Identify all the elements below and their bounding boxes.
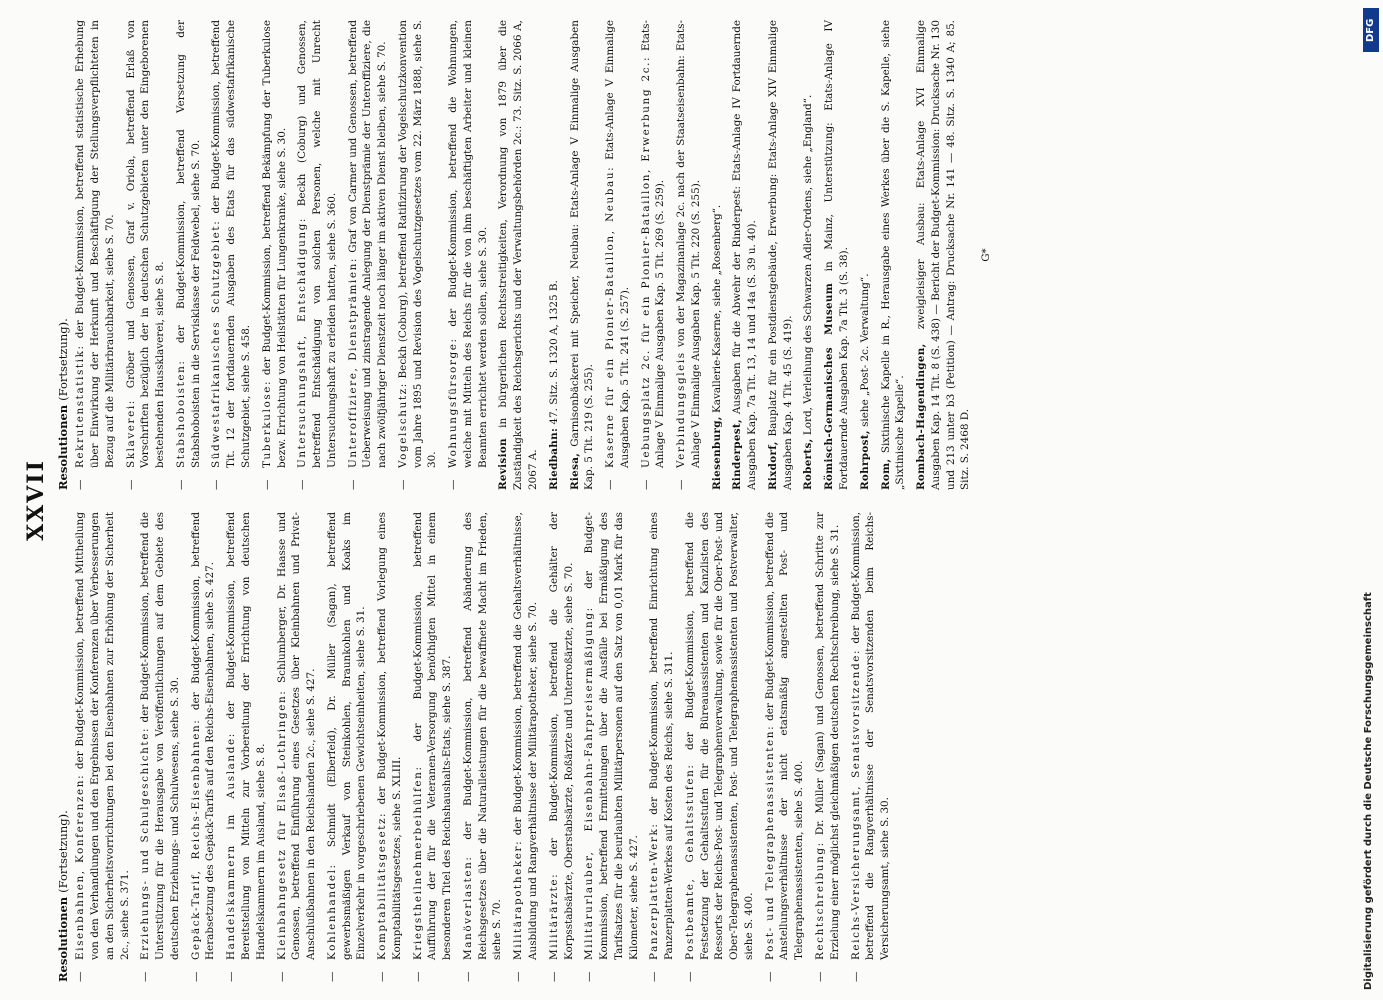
index-entry [511,512,541,982]
heading-title: Resolutionen [56,896,70,982]
entry-text: der Budget-Kommission, betreffend die Anstellungsverhältnisse der nicht etatsmäßig angestellten Post- und Telegraphenassistenten, siehe S. 400. [763,512,806,960]
index-entry [375,512,405,982]
index-entry [461,512,505,982]
entry-keyword: Rixdorf, [766,441,779,490]
entry-keyword: Manöverlasten: [461,855,474,960]
entry-text: der Budget-Kommission, betreffend die Wohnungen, welche mit Mitteln des Reichs für die von ihm beschäftigten Arbeiter und kleinen Beamten errichtet werden sollen, siehe S. 30. [447,20,489,468]
entry-keyword: Kriegstheilnehmerbeihülfen: [411,765,424,960]
entry-keyword: Militärurlauber, Eisenbahn-Fahrpreisermäßigung: [583,606,596,960]
entry-keyword: Militärapotheker: [512,839,525,960]
entry-text: Gröber und Genossen, Graf v. Oriola, betreffend Erlaß von Vorschriften bezüglich der in deutschen Schutzgebieten unter den Eingeborenen bestehenden Haussklaverei, siehe S. 8. [124,20,167,468]
index-entry [124,20,168,490]
index-entry [496,20,540,490]
rotated-text-frame [15,10,1345,990]
index-entry [730,20,760,490]
entry-text: der Budget-Kommission, betreffend Abänderung des Reichsgesetzes über die Naturalleistungen für die bewaffnete Macht im Frieden, siehe S. 70. [461,512,504,960]
entry-keyword: Römisch-Germanisches Museum [823,282,836,490]
entry-keyword: Erziehungs- und Schulgeschichte: [139,726,152,960]
index-entry [325,512,369,982]
entry-keyword: Wohnungsfürsorge: [447,337,460,468]
index-entry [346,20,390,490]
entry-text: der Budget-Kommission, betreffend Einrichtung eines Panzerplatten-Werkes auf Kosten des Reichs, siehe S. 311. [648,512,676,960]
heading-subtitle: (Fortsetzung). [56,810,70,893]
index-entry [683,512,757,982]
entry-keyword: Verbindungsgleis [675,351,688,468]
entry-text: Etats-Anlage V Einmalige Ausgaben Kap. 5 Tit. 269 (S. 259). [639,20,667,468]
entry-keyword: Kaserne für ein Pionier-Bataillon, Neubau: [604,165,617,468]
entry-text: Ausgaben für die Abwehr der Rinderpest: Etats-Anlage IV Fortdauernde Ausgaben Kap. 7a Tit. 13, 14 und 14a (S. 39 u. 40). [731,20,759,490]
index-entry [674,20,704,490]
entry-text: Lord, Verleihung des Schwarzen Adler-Ordens, siehe „England“. [802,94,815,436]
entry-keyword: Riedbahn: [547,427,560,490]
entry-keyword: Rechtschreibung: [814,841,827,960]
entry-keyword: Vogelschutz: [396,382,409,468]
entry-keyword: Revision [497,438,510,490]
index-entry [189,512,219,982]
digitization-credit: Digitalisierung gefördert durch die Deutsche Forschungsgemeinschaft [1363,592,1374,990]
entry-keyword: Rombach-Hagendingen, [915,343,928,490]
entry-keyword: Reichs-Versicherungsamt, Senatsvorsitzende: [849,648,862,960]
index-entry [766,20,796,490]
entry-keyword: Roberts, [802,438,815,490]
entry-keyword: Rom, [879,458,892,490]
index-entry [73,512,132,982]
entry-keyword: Rohrpost, [858,430,871,490]
entry-text: der Budget-Kommission, betreffend Tit. 12 der fortdauernden Ausgaben des Etats für das südwestafrikanische Schutzgebiet, siehe S. 458. [210,19,252,468]
entry-text: Graf von Carmer und Genossen, betreffend Ueberweisung und zinstragende Anlegung der Dienstprämie der Unteroffiziere, die nach zwölfjähriger Dienstzeit noch länger im aktiven Dienst bleiben, siehe S. 70. [346,20,389,468]
entry-text: der Budget-Kommission, betreffend die Gehälter der Korpsstabsärzte, Oberstabsärzte, Roßärzte und Unterroßärzte, siehe S. 70. [547,512,575,960]
entry-text: der Budget-Kommission, betreffend die Festsetzung der Gehaltsstufen für die Büreauassistenten und Kanzlisten des Ressorts der Reichs-Post- und Telegraphenverwaltung, sowie für die Ober-Post- und Ober-Telegraphenassistenten, Post- und Telegraphenassistenten und Postverwalter, siehe S. 400. [683,512,755,960]
entry-text: siehe „Post- 2c. Verwaltung“. [858,273,871,427]
entry-text: Beckh (Coburg) und Genossen, betreffend Entschädigung von solchen Personen, welche mit Unrecht Untersuchungshaft zu erleiden hatten, siehe S. 360. [296,20,338,468]
entry-keyword: Unteroffiziere, Dienstprämien: [346,257,359,468]
left-column [55,512,899,982]
entry-keyword: Rinderpest, [731,419,744,490]
entry-text: in bürgerlichen Rechtsstreitigkeiten, Verordnung von 1879 über die Zuständigkeit des Reichsgerichts und der Verwaltungsbehörden 2c.: 73. Sitz. S. 2066 A, 2067 A. [497,20,539,490]
entry-text: der Budget-Kommission, betreffend die Rangverhältnisse der Senatsvorsitzenden beim Reichs-Versicherungsamt, siehe S. 30. [849,512,892,960]
index-entry [174,20,204,490]
entry-keyword: Militärärzte: [547,872,560,960]
index-entry [275,512,319,982]
page-number: XXVII [23,459,49,541]
entry-keyword: Gepäck-Tarif, Reichs-Eisenbahnen: [189,718,202,960]
entry-keyword: Uebungsplatz 2c. für ein Pionier-Bataillon, Erwerbung 2c.: [639,55,652,468]
entry-text: der Budget-Kommission, betreffend Aufführung der für die Veteranen-Versorgung benöthigten Mittel in einem besonderen Titel des Reichshaushalts-Etats, siehe S. 387. [411,512,454,960]
entry-text: der Budget-Kommission, betreffend Versetzung der Stabshoboisten in die Servisklasse der Feldwebel, siehe S. 70. [174,20,202,468]
heading-title: Resolutionen [56,404,70,490]
index-entry [813,512,843,982]
index-entry [260,20,290,490]
index-entry [763,512,807,982]
entry-text: der Budget-Kommission, betreffend Vorlegung eines Komptabilitätsgesetzes, siehe S. XLIII. [376,512,403,960]
entry-text: Dr. Müller (Sagan) und Genossen, betreffend Schritte zur Erzielung einer möglichst gleichmäßigen deutschen Rechtschreibung, siehe S. 31. [814,512,841,960]
entry-text: der Budget-Kommission, betreffend Mittheilung von den Verhandlungen und den Ergebnissen der Konferenzen über Verbesserungen an den Sicherheitsvorrichtungen bei den Eisenbahnen zur Erhöhung der Sicherheit 2c., siehe S. 371. [74,512,131,960]
index-entry [710,20,725,490]
index-entry [801,20,816,490]
entry-text: Schmidt (Elberfeld), Dr. Müller (Sagan), betreffend gewerbsmäßigen Verkauf von Steinkohlen, Braunkohlen und Koaks im Einzelverkehr in vorgeschriebenen Gewichtseinheiten, siehe S. 31. [325,512,368,960]
entry-text: Etats-Anlage V Einmalige Ausgaben Kap. 5 Tit. 241 (S. 257). [604,20,631,468]
entry-text: Beckh (Coburg), betreffend Ratifizirung der Vogelschutzkonvention vom Jahre 1895 und Revision des Vogelschutzgesetzes vom 22. März 1888, siehe S. 30. [396,20,439,468]
index-entry [73,20,117,490]
entry-text: Sixtinische Kapelle in R., Herausgabe eines Werkes über die S. Kapelle, siehe „Sixtinische Kapelle“. [879,20,907,490]
index-entry [547,20,562,490]
entry-keyword: Postbeamte, Gehaltsstufen: [683,763,696,960]
index-entry [647,512,677,982]
index-entry [396,20,440,490]
entry-keyword: Panzerplatten-Werk: [648,822,661,960]
index-entry [879,20,909,490]
entry-text: Kavallerie-Kaserne, siehe „Rosenberg“. [710,204,723,413]
index-entry [849,512,893,982]
entry-keyword: Post- und Telegraphenassistenten: [763,724,776,960]
entry-text: der Budget-Kommission, betreffend Bereitstellung von Mitteln zur Vorbereitung der Errichtung von deutschen Handelskammern im Ausland, siehe S. 8. [225,512,267,960]
index-entry [209,20,253,490]
entry-keyword: Sklaverei: [124,399,137,468]
index-entry [411,512,455,982]
entry-keyword: Riesenburg, [710,416,723,490]
entry-text: in Mainz, Unterstützung: Etats-Anlage IV Fortdauernde Ausgaben Kap. 7a Tit. 3 (S. 38). [823,20,851,490]
entry-text: der Budget-Kommission, betreffend die Gehaltsverhältnisse, Ausbildung und Rangverhältnisse der Militärapotheker, siehe S. 70. [512,512,539,960]
entry-text: der Budget-Kommission, betreffend die Unterstützung für die Herausgabe von Veröffentlichungen auf dem Gebiete des deutschen Erziehungs- und Schulwesens, siehe S. 30. [139,512,181,960]
index-entry [603,20,633,490]
entry-text: der Budget-Kommission, betreffend Herabsetzung des Gepäck-Tarifs auf den Reichs-Eisenbahnen, siehe S. 427. [189,512,217,960]
entry-keyword: Südwestafrikanisches Schutzgebiet: [210,219,223,468]
entry-keyword: Riesa, [568,452,581,490]
entry-keyword: Handelskammern im Auslande: [225,732,238,960]
index-entry [568,20,598,490]
entry-keyword: Kleinbahngesetz für Elsaß-Lothringen: [275,689,288,960]
column-heading [55,512,71,982]
entry-text: Garnisonbäckerei mit Speicher, Neubau: Etats-Anlage V Einmalige Ausgaben Kap. 5 Tit. 219 (S. 255). [568,20,596,490]
entry-text: Bauplatz für ein Postdienstgebäude, Erwerbung: Etats-Anlage XIV Einmalige Ausgaben Kap. 4 Tit. 45 (S. 419). [766,20,794,490]
dfg-logo: DFG [1363,8,1379,52]
index-entry [582,512,641,982]
entry-keyword: Untersuchungshaft, Entschädigung: [296,216,309,468]
entry-list [73,20,973,490]
entry-keyword: Eisenbahnen, Konferenzen: [74,773,87,960]
entry-text: Schlumberger, Dr. Haasse und Genossen, betreffend Einführung eines Gesetzes über Kleinbahnen und Privat-Anschlußbahnen in den Reichslanden 2c., siehe S. 427. [275,512,318,960]
index-entry [138,512,182,982]
index-entry [914,20,973,490]
entry-text: der Budget-Kommission, betreffend statistische Erhebung über Einwirkung der Herkunft und Beschäftigung der Stellungsverpflichteten in Bezug auf die Militärbrauchbarkeit, siehe S. 70. [74,20,116,468]
entry-keyword: Tuberkulose: [260,379,273,468]
entry-text: von der Magazinanlage 2c. nach der Staatseisenbahn: Etats-Anlage V Einmalige Ausgaben Kap. 5 Tit. 220 (S. 255). [675,20,702,468]
index-entry [446,20,490,490]
column-heading [55,20,71,490]
index-entry [858,20,873,490]
entry-text: der Budget-Kommission, betreffend Ermittelungen über die Ausfälle bei Ermäßigung des Tarifsatzes für die beurlaubten Militärpersonen auf den Satz von 0,01 Mark für das Kilometer, siehe S. 427. [583,512,640,960]
index-entry [822,20,852,490]
entry-keyword: Stabshoboisten: [174,359,187,468]
right-column [55,20,994,490]
entry-text: 47. Sitz. S. 1320 A, 1325 B. [547,280,560,425]
entry-text: zweigleisiger Ausbau: Etats-Anlage XVI Einmalige Ausgaben Kap. 14 Tit. 8 (S. 438) — Bericht der Budget-Kommission: Drucksache Nr. 130 und 213 unter b3 (Petition) — Antrag: Drucksache Nr. 141 — 48. Sitz. S. 1340 A; 85. Sitz. S. 2468 D. [915,20,972,490]
entry-keyword: Rekrutenstatistik: [74,344,87,468]
entry-keyword: Kohlenhandel: [325,863,338,960]
index-entry [224,512,268,982]
index-entry [547,512,577,982]
entry-keyword: Komptabilitätsgesetz: [376,811,389,960]
printer-signature: G* [980,248,993,262]
entry-list [73,512,893,982]
heading-subtitle: (Fortsetzung). [56,318,70,401]
index-entry [639,20,669,490]
entry-text: der Budget-Kommission, betreffend Bekämpfung der Tuberkulose bezw. Errichtung von Heilstätten für Lungenkranke, siehe S. 30. [260,20,288,468]
index-entry [295,20,339,490]
